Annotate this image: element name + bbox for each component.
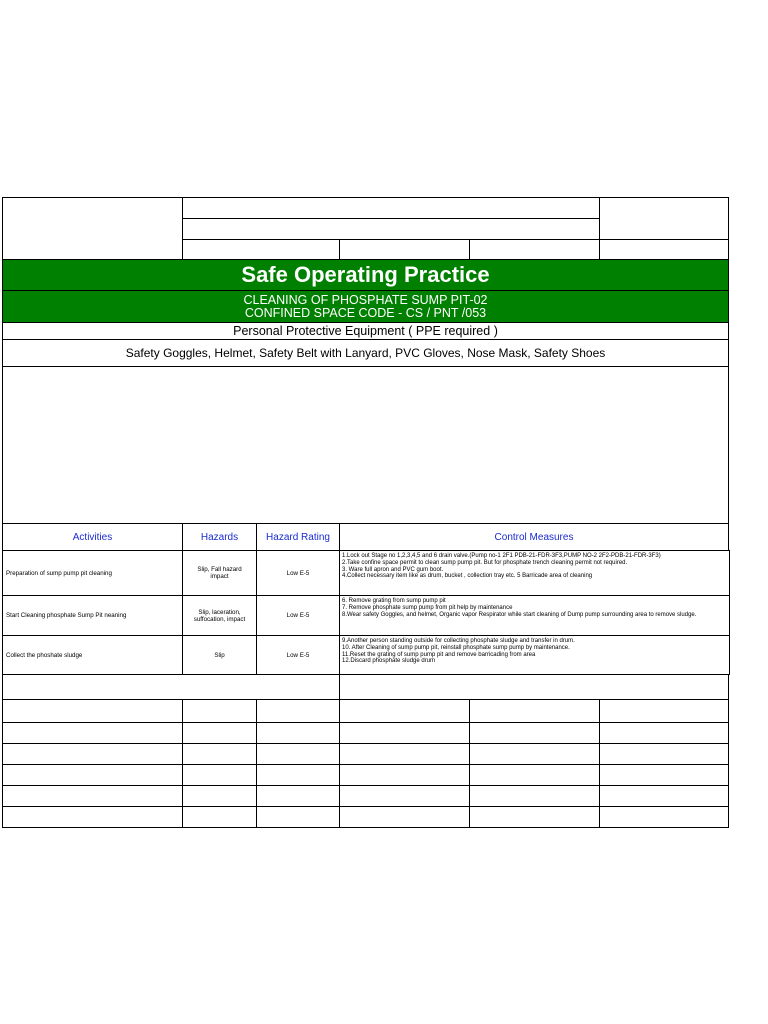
blank-grid-cell	[469, 764, 600, 786]
blank-grid-cell	[599, 743, 729, 765]
header-cell-middle	[182, 218, 600, 240]
row2-hazards: Slip, laceration, suffocation, impact	[182, 595, 257, 636]
row1-controls	[339, 550, 730, 596]
blank-grid-cell	[2, 785, 183, 807]
ppe-heading: Personal Protective Equipment ( PPE required )	[2, 322, 729, 340]
row3-control-1: 9.Another person standing outside for collecting phosphate sludge and transfer in drum.	[342, 638, 575, 644]
header-field-3	[469, 239, 600, 260]
blank-grid-cell	[256, 806, 340, 828]
blank-grid-cell	[339, 806, 470, 828]
col-header-hazard-rating: Hazard Rating	[256, 523, 340, 551]
blank-row-4-right	[339, 674, 729, 700]
row1-control-3: 3. Ware full apron and PVC gum boot.	[342, 566, 444, 573]
col-header-hazards: Hazards	[182, 523, 257, 551]
header-field-4	[599, 239, 729, 260]
row2-control-3: 8.Wear safety Goggles, and helmet, Organic vapor Respirator while start cleaning of Dump pump surrounding area to remove sludge.	[342, 611, 697, 618]
blank-grid-cell	[469, 743, 600, 765]
header-cell-top	[182, 197, 600, 219]
blank-grid-cell	[599, 806, 729, 828]
row1-hazards: Slip, Fall hazard impact	[182, 550, 257, 596]
row1-control-2: 2.Take confine space permit to clean sump pump pit. But for phosphate trench cleaning permit not required.	[342, 559, 628, 566]
row3-control-3: 11.Reset the grating of sump pump pit and remove barricading from area	[342, 651, 536, 658]
row2-control-2: 7. Remove phosphate sump pump from pit help by maintenance	[342, 604, 513, 611]
blank-grid-cell	[469, 785, 600, 807]
blank-grid-cell	[182, 806, 257, 828]
confined-space-code: CONFINED SPACE CODE - CS / PNT /053	[244, 305, 487, 320]
blank-grid-cell	[469, 722, 600, 744]
row3-hazards: Slip	[182, 635, 257, 675]
blank-grid-cell	[469, 699, 600, 723]
blank-grid-cell	[182, 722, 257, 744]
row3-controls	[339, 635, 730, 675]
header-cell-right	[599, 197, 729, 240]
row3-control-2: 10. After Cleaning of sump pump pit, reinstall phosphate sump pump by maintenance.	[342, 644, 570, 651]
blank-grid-cell	[339, 743, 470, 765]
blank-grid-cell	[599, 699, 729, 723]
blank-grid-cell	[182, 785, 257, 807]
blank-grid-cell	[256, 785, 340, 807]
col-header-activities: Activities	[2, 523, 183, 551]
blank-row-4-left	[2, 674, 340, 700]
blank-grid-cell	[339, 722, 470, 744]
ppe-items: Safety Goggles, Helmet, Safety Belt with Lanyard, PVC Gloves, Nose Mask, Safety Shoes	[2, 339, 729, 367]
task-name: CLEANING OF PHOSPHATE SUMP PIT-02	[243, 292, 488, 307]
page-title: Safe Operating Practice	[2, 259, 729, 291]
illustration-area	[2, 366, 729, 524]
blank-grid-cell	[182, 699, 257, 723]
row1-control-4: 4.Collect necessary item like as drum, bucket , collection tray etc. 5 Barricade area of cleaning	[342, 573, 593, 580]
row3-rating: Low E-5	[256, 635, 340, 675]
blank-grid-cell	[469, 806, 600, 828]
header-field-1	[182, 239, 340, 260]
blank-grid-cell	[2, 743, 183, 765]
row3-activity: Collect the phoshate sludge	[2, 635, 183, 675]
row1-activity: Preparation of sump pump pit cleaning	[2, 550, 183, 596]
row1-control-1: 1.Lock out Stage no 1,2,3,4,5 and 6 drain valve.(Pump no-1 2F1 PDB-21-FDR-3F3,PUMP NO-2 2F2-PDB-21-FDR-3F3)	[342, 553, 661, 559]
blank-grid-cell	[256, 764, 340, 786]
row1-rating: Low E-5	[256, 550, 340, 596]
blank-grid-cell	[2, 764, 183, 786]
blank-grid-cell	[2, 722, 183, 744]
blank-grid-cell	[182, 743, 257, 765]
row2-control-1: 6. Remove grating from sump pump pit	[342, 598, 446, 604]
blank-grid-cell	[339, 764, 470, 786]
blank-grid-cell	[599, 785, 729, 807]
blank-grid-cell	[256, 699, 340, 723]
header-field-2	[339, 239, 470, 260]
row2-controls	[339, 595, 730, 636]
task-subtitle	[2, 290, 729, 323]
row2-activity: Start Cleaning phosphate Sump Pit neaning	[2, 595, 183, 636]
blank-grid-cell	[599, 764, 729, 786]
logo-cell	[2, 197, 183, 260]
row2-rating: Low E-5	[256, 595, 340, 636]
blank-grid-cell	[182, 764, 257, 786]
blank-grid-cell	[256, 743, 340, 765]
row3-control-4: 12.Discard phosphate sludge drum	[342, 658, 436, 665]
blank-grid-cell	[2, 806, 183, 828]
col-header-control-measures: Control Measures	[339, 523, 729, 551]
blank-grid-cell	[339, 699, 470, 723]
blank-grid-cell	[339, 785, 470, 807]
blank-grid-cell	[2, 699, 183, 723]
blank-grid-cell	[256, 722, 340, 744]
blank-grid-cell	[599, 722, 729, 744]
